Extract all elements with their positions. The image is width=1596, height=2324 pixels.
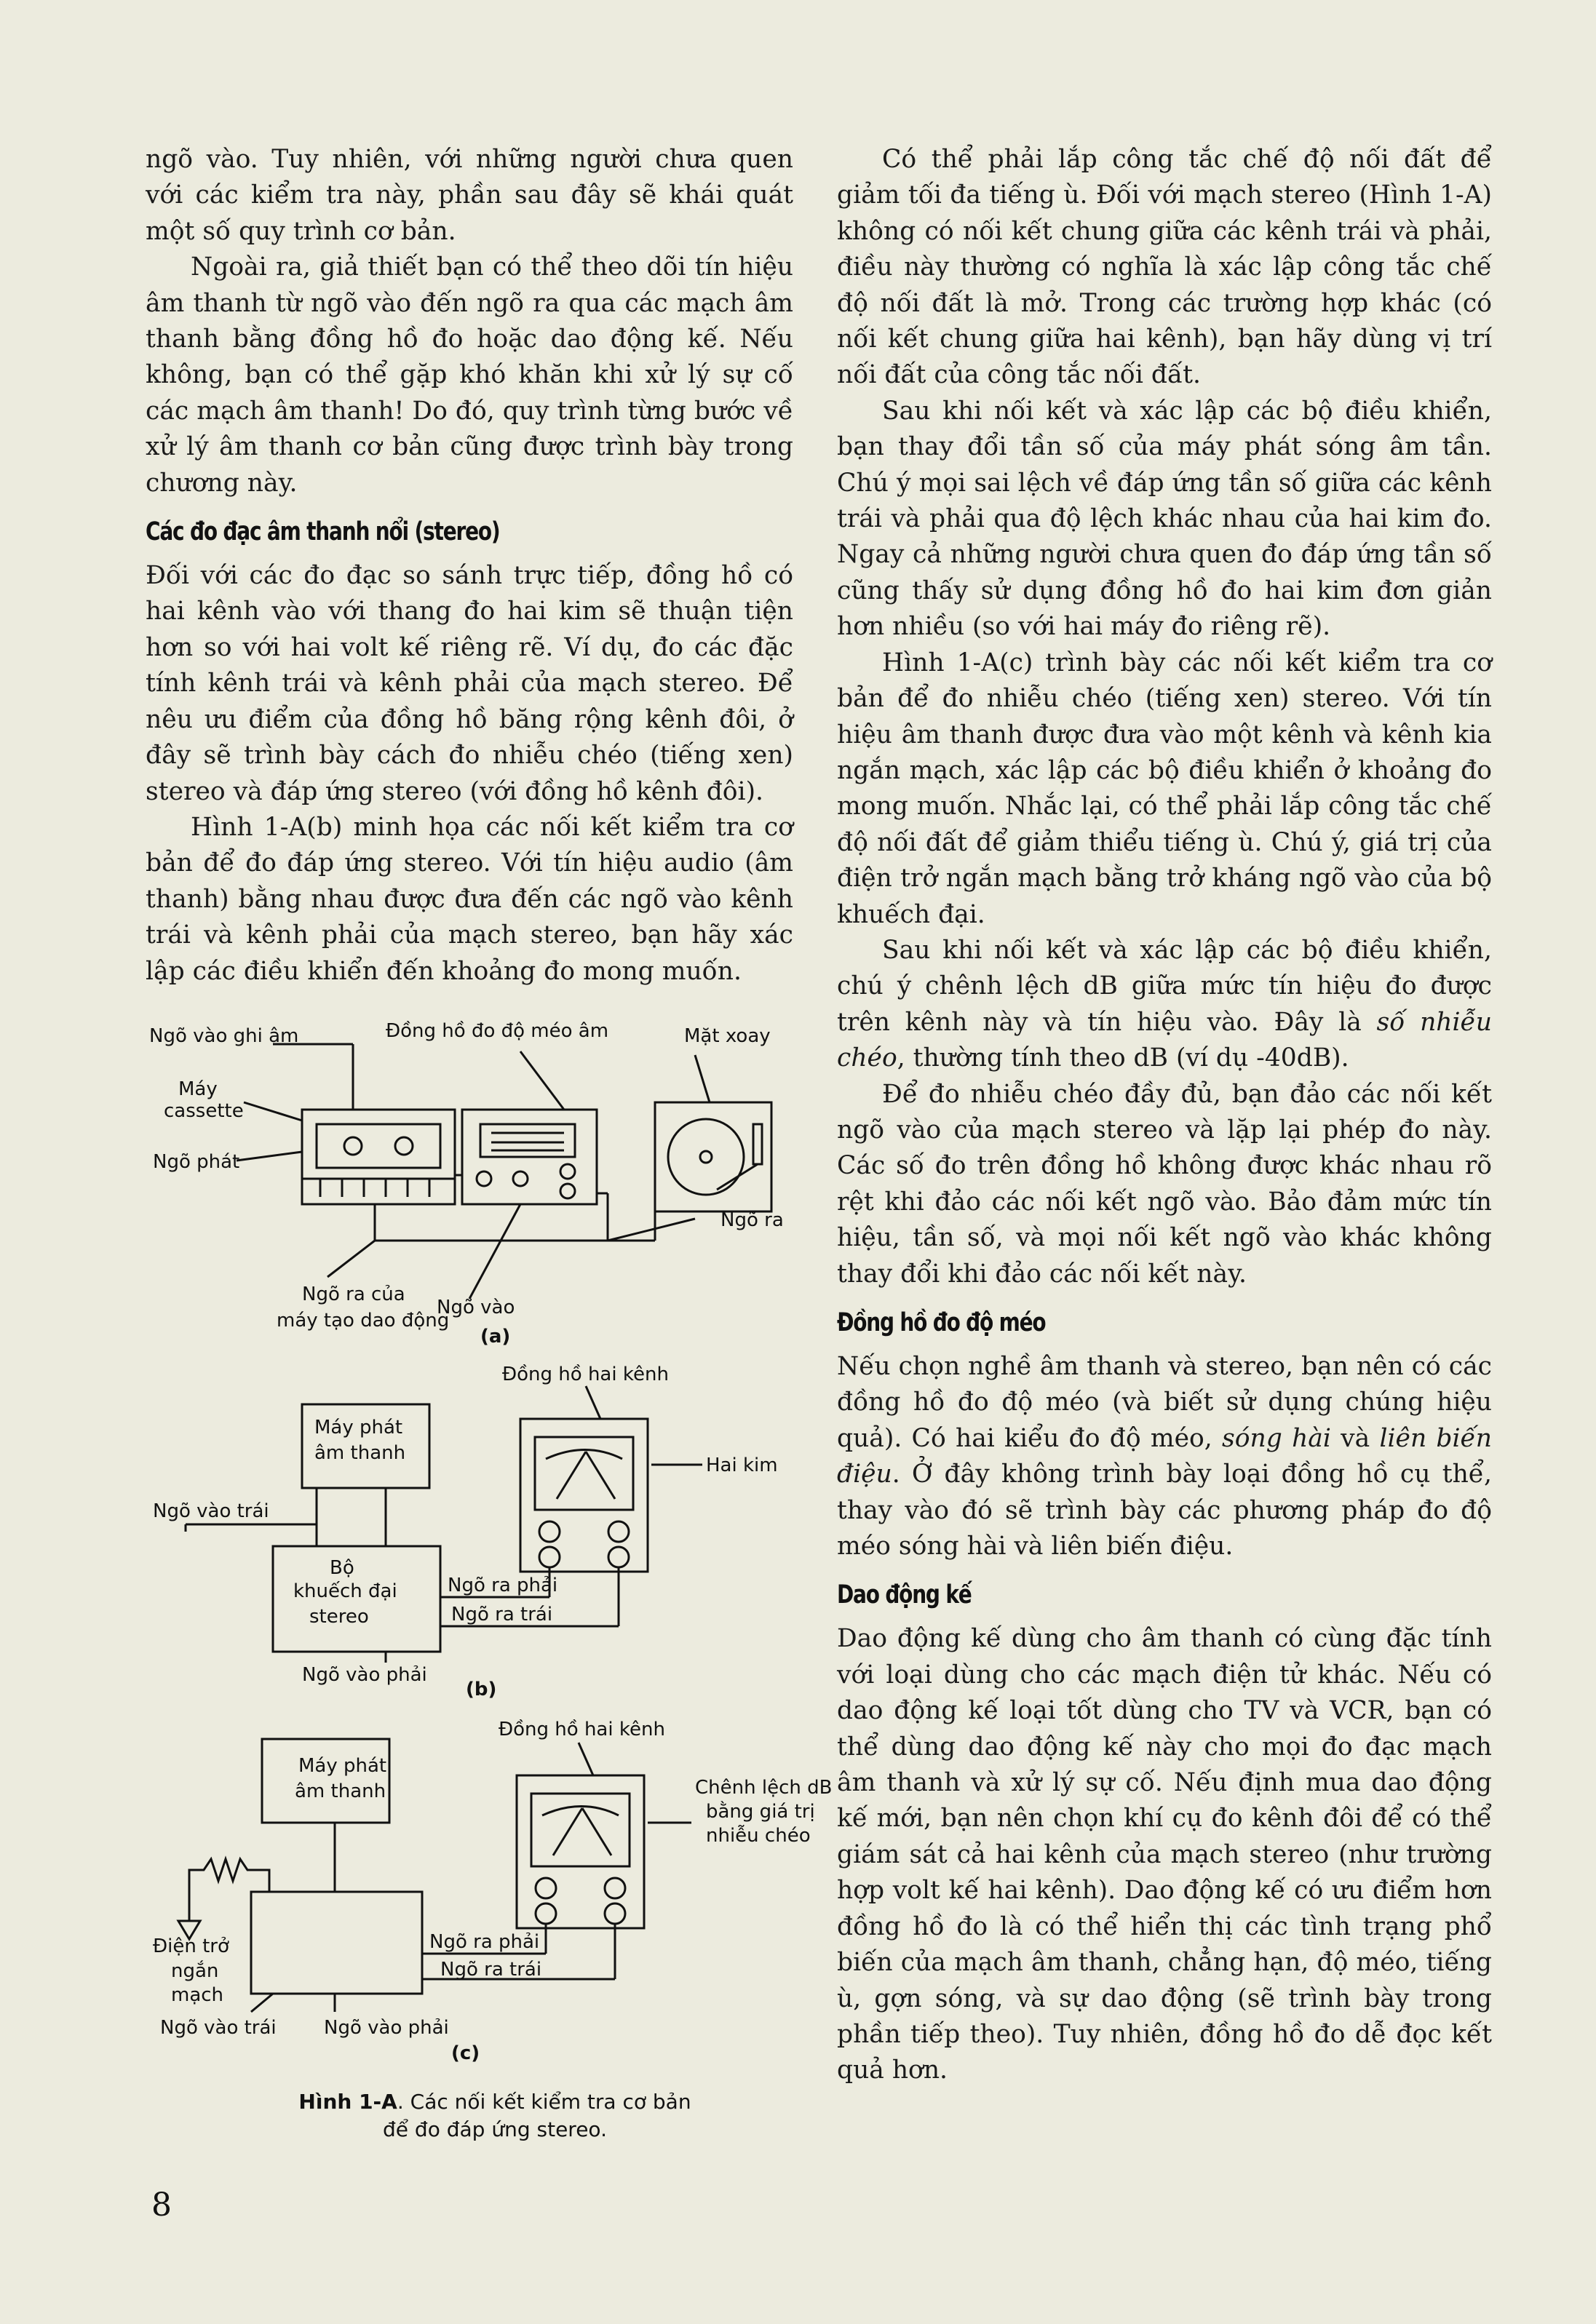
page-number: 8 bbox=[151, 2186, 172, 2224]
text-run: . Ở đây không trình bày loại đồng hồ cụ thể, thay vào đó sẽ trình bày các phương pháp đo độ méo sóng hài và liên biến điệu. bbox=[837, 1460, 1492, 1561]
paragraph: Đối với các đo đạc so sánh trực tiếp, đồng hồ có hai kênh vào với thang đo hai kim sẽ thuận tiện hơn so với hai volt kế riêng rẽ. Ví dụ, đo các đặc tính kênh trái và kênh phải của mạch stereo. Để nêu ưu điểm của đồng hồ băng rộng kênh đôi, ở đây sẽ trình bày cách đo nhiễu chéo (tiếng xen) stereo và đáp ứng stereo (với đồng hồ kênh đôi). bbox=[146, 561, 793, 806]
text-run: Sau khi nối kết và xác lập các bộ điều khiển, chú ý chênh lệch dB giữa mức tín hiệu đo được trên kênh này và tín hiệu vào. Đây là bbox=[837, 935, 1492, 1037]
paragraph: Ngoài ra, giả thiết bạn có thể theo dõi tín hiệu âm thanh từ ngõ vào đến ngõ ra qua các mạch âm thanh bằng đồng hồ đo hoặc dao động kế. Nếu không, bạn có thể gặp khó khăn khi xử lý sự cố các mạch âm thanh! Do đó, quy trình từng bước về xử lý âm thanh cơ bản cũng được trình bày trong chương này. bbox=[146, 252, 793, 498]
paragraph bbox=[837, 933, 1492, 1077]
text-run: , thường tính theo dB (ví dụ -40dB). bbox=[897, 1043, 1349, 1073]
label-ngo-ra: Ngõ ra bbox=[720, 1209, 784, 1231]
label-mach: mạch bbox=[171, 1984, 224, 2006]
label-ngo-vao-phai-b: Ngõ vào phải bbox=[302, 1664, 427, 1686]
label-ngo-vao-trai-b: Ngõ vào trái bbox=[153, 1500, 269, 1522]
label-may: Máy bbox=[178, 1078, 218, 1100]
label-ngan: ngắn bbox=[171, 1960, 219, 1982]
label-c: (c) bbox=[451, 2042, 480, 2064]
label-ngo-ra-trai-b: Ngõ ra trái bbox=[451, 1604, 553, 1625]
label-may-phat-c: Máy phát bbox=[298, 1755, 387, 1777]
text-run: Nếu chọn nghề âm thanh và stereo, bạn nên có các đồng hồ đo độ méo (và biết sử dụng chúng hiệu quả). Có hai kiểu đo độ méo, bbox=[837, 1352, 1492, 1453]
label-ngo-vao-ghi-am: Ngõ vào ghi âm bbox=[149, 1025, 299, 1047]
section-heading: Dao động kế bbox=[837, 1580, 972, 1610]
label-a: (a) bbox=[480, 1326, 511, 1348]
paragraph: Hình 1-A(c) trình bày các nối kết kiểm tra cơ bản để đo nhiễu chéo (tiếng xen) stereo. Với tín hiệu âm thanh được đưa vào một kênh và kênh kia ngắn mạch, xác lập các bộ điều khiển ở khoảng đo mong muốn. Nhắc lại, có thể phải lắp công tắc chế độ nối đất để giảm thiểu tiếng ù. Chú ý, giá trị của điện trở ngắn mạch bằng trở kháng ngõ vào của bộ khuếch đại. bbox=[837, 648, 1492, 929]
label-dual-meter-c: Đồng hồ hai kênh bbox=[499, 1719, 665, 1740]
label-stereo: stereo bbox=[309, 1606, 369, 1628]
label-b: (b) bbox=[466, 1679, 497, 1700]
label-chenh-lech-3: nhiễu chéo bbox=[706, 1825, 811, 1847]
right-column bbox=[837, 142, 1492, 2089]
paragraph: ngõ vào. Tuy nhiên, với những người chưa quen với các kiểm tra này, phần sau đây sẽ khái quát một số quy trình cơ bản. bbox=[146, 145, 793, 246]
label-bo: Bộ bbox=[330, 1557, 354, 1579]
paragraph: Sau khi nối kết và xác lập các bộ điều khiển, bạn thay đổi tần số của máy phát sóng âm tần. Chú ý mọi sai lệch về đáp ứng tần số giữa các kênh trái và phải qua độ lệch khác nhau của hai kim đo. Ngay cả những người chưa quen đo đáp ứng tần số cũng thấy sử dụng đồng hồ đo hai kim đơn giản hơn nhiều (so với hai máy đo riêng rẽ). bbox=[837, 396, 1492, 642]
label-ngo-ra-phai-c: Ngõ ra phải bbox=[429, 1931, 540, 1953]
label-chenh-lech-1: Chênh lệch dB bbox=[695, 1777, 833, 1799]
figure-diagram bbox=[142, 1020, 833, 2157]
text-run: và bbox=[1330, 1423, 1380, 1453]
label-dien-tro: Điện trở bbox=[153, 1935, 229, 1957]
label-ngo-ra-trai-c: Ngõ ra trái bbox=[440, 1959, 542, 1981]
caption-text: . Các nối kết kiểm tra cơ bản bbox=[397, 2090, 691, 2114]
label-ngo-vao-trai-c: Ngõ vào trái bbox=[160, 2017, 277, 2039]
label-ngo-vao-phai-c: Ngõ vào phải bbox=[324, 2017, 449, 2039]
emphasis: sóng hài bbox=[1222, 1423, 1331, 1453]
dual-meter-box-c bbox=[517, 1775, 644, 1928]
stereo-amp-box-c bbox=[251, 1892, 422, 1994]
caption-label: Hình 1-A bbox=[298, 2090, 397, 2114]
section-heading: Đồng hồ đo độ méo bbox=[837, 1308, 1046, 1337]
label-may-tao-dao-dong: máy tạo dao động bbox=[277, 1310, 450, 1332]
paragraph: Có thể phải lắp công tắc chế độ nối đất để giảm tối đa tiếng ù. Đối với mạch stereo (Hình 1-A) không có nối kết chung giữa các kênh trái và phải, điều này thường có nghĩa là xác lập công tắc chế độ nối đất là mở. Trong các trường hợp khác (có nối kết chung giữa hai kênh), bạn hãy dùng vị trí nối đất của công tắc nối đất. bbox=[837, 145, 1492, 390]
label-hai-kim: Hai kim bbox=[706, 1455, 778, 1476]
label-ngo-ra-cua: Ngõ ra của bbox=[302, 1284, 405, 1305]
dual-meter-box-b bbox=[520, 1419, 648, 1572]
label-ngo-ra-phai-b: Ngõ ra phải bbox=[448, 1575, 558, 1596]
label-am-thanh-b: âm thanh bbox=[314, 1442, 406, 1464]
label-ngo-phat: Ngõ phát bbox=[153, 1151, 240, 1173]
caption-text-line2: để đo đáp ứng stereo. bbox=[383, 2117, 607, 2141]
label-ngo-vao: Ngõ vào bbox=[437, 1297, 515, 1318]
label-chenh-lech-2: bằng giá trị bbox=[706, 1801, 815, 1823]
paragraph bbox=[837, 1349, 1492, 1564]
label-cassette: cassette bbox=[164, 1100, 244, 1122]
label-dual-meter-b: Đồng hồ hai kênh bbox=[502, 1364, 669, 1385]
left-column bbox=[146, 142, 793, 990]
emphasis: số nhiễu chéo bbox=[837, 1007, 1492, 1073]
emphasis: liên biến điệu bbox=[837, 1423, 1492, 1489]
figure-caption bbox=[218, 2088, 771, 2144]
section-heading: Các đo đạc âm thanh nổi (stereo) bbox=[146, 517, 500, 547]
label-may-phat-b: Máy phát bbox=[314, 1417, 403, 1438]
label-am-thanh-c: âm thanh bbox=[295, 1780, 386, 1802]
paragraph: Để đo nhiễu chéo đầy đủ, bạn đảo các nối kết ngõ vào của mạch stereo và lặp lại phép đo này. Các số đo trên đồng hồ không được khác nhau rõ rệt khi đảo các nối kết ngõ vào. Bảo đảm mức tín hiệu, tần số, và mọi nối kết ngõ vào khác không thay đổi khi đảo các nối kết này. bbox=[837, 1079, 1492, 1289]
label-mat-xoay: Mặt xoay bbox=[684, 1025, 771, 1047]
label-khuech-dai: khuếch đại bbox=[293, 1580, 397, 1602]
paragraph: Dao động kế dùng cho âm thanh có cùng đặc tính với loại dùng cho các mạch điện tử khác. Nếu có dao động kế loại tốt dùng cho TV và VCR, bạn có thể dùng dao động kế này cho mọi đo đạc mạch âm thanh và xử lý sự cố. Nếu định mua dao động kế mới, bạn nên chọn khí cụ đo kênh đôi để có thể giám sát cả hai kênh của mạch stereo (như trường hợp volt kế hai kênh). Dao động kế có ưu điểm hơn đồng hồ đo là có thể hiển thị các tình trạng phổ biến của mạch âm thanh, chẳng hạn, độ méo, tiếng ù, gợn sóng, và sự dao động (sẽ trình bày trong phần tiếp theo). Tuy nhiên, đồng hồ đo dễ đọc kết quả hơn. bbox=[837, 1624, 1492, 2085]
figure-1a bbox=[142, 1020, 833, 2157]
label-distortion-meter: Đồng hồ đo độ méo âm bbox=[386, 1020, 609, 1042]
paragraph: Hình 1-A(b) minh họa các nối kết kiểm tra cơ bản để đo đáp ứng stereo. Với tín hiệu audio (âm thanh) bằng nhau được đưa đến các ngõ vào kênh trái và kênh phải của mạch stereo, bạn hãy xác lập các điều khiển đến khoảng đo mong muốn. bbox=[146, 812, 793, 986]
